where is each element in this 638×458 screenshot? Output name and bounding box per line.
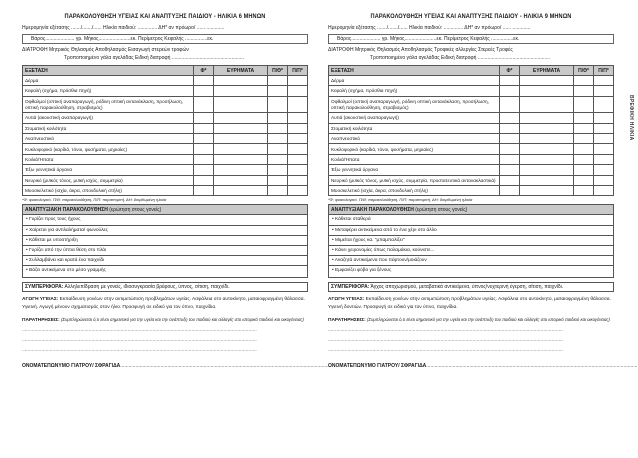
findings-cell[interactable]: [213, 76, 267, 86]
followup-cell[interactable]: [268, 144, 288, 154]
normal-cell[interactable]: [500, 154, 520, 164]
exam-label: Δέρμα: [23, 76, 194, 86]
notes-line[interactable]: .........................................................................................................................................................................: [328, 336, 563, 343]
col-followup: Π/Θ*: [574, 66, 594, 76]
col-referral: Π/Π*: [288, 66, 308, 76]
measurements-box[interactable]: Βάρος..................... γρ. Μήκος.......................εκ. Περίμετρος Κεφαλής ................εκ.: [22, 34, 308, 44]
followup-cell[interactable]: [574, 96, 594, 113]
followup-cell[interactable]: [268, 86, 288, 96]
notes: [328, 316, 614, 325]
development-item[interactable]: • Χαίρεται για αντιλαλήματα/ φωνούλες: [23, 226, 307, 236]
followup-cell[interactable]: [268, 165, 288, 175]
development-item[interactable]: • Γυρίζει από την ύπτια θέση στο πλάι: [23, 246, 307, 256]
exam-date-line[interactable]: Ημερομηνία εξέτασης ......./......./...... Ηλικία παιδιού: .............. ΔΗ* αν πρόωρο/ ...... .............: [22, 25, 225, 31]
development-item[interactable]: • Βάζει αντικείμενα στο μέσο γραμμής: [26, 268, 106, 274]
development-item[interactable]: • Αναζητά αντικείμενα που πέφτουν/μοιάζουν: [329, 256, 613, 266]
signature-line: ........................................................................................................................................................: [426, 362, 638, 369]
exam-label: Κυκλοφορικό (καρδιά, τόνοι, φυσήματα, μηριαίες): [329, 144, 500, 154]
followup-cell[interactable]: [574, 113, 594, 123]
development-item[interactable]: • Εμφανίζει φόβο για ξένους: [332, 268, 392, 274]
col-referral: Π/Π*: [594, 66, 614, 76]
health-education: [22, 296, 308, 312]
exam-label: Αυτιά (ακουστική αναπαραγωγή): [23, 113, 194, 123]
normal-cell[interactable]: [194, 113, 214, 123]
col-findings: ΕΥΡΗΜΑΤΑ: [519, 66, 573, 76]
followup-cell[interactable]: [574, 134, 594, 144]
followup-cell[interactable]: [268, 134, 288, 144]
health-education-text: Εκπαίδευση γονέων στην αντιμετώπιση προβλημάτων υγείας. Ασφάλεια στο αυτοκίνητο, ματαιοφραγμένη θάλασσα. Υγιεινή δοντιών. Προσφυγή σε ειδικό για τον ύπνο, παιχνίδια.: [328, 296, 611, 310]
findings-cell[interactable]: [213, 96, 267, 113]
referral-cell[interactable]: [594, 144, 614, 154]
normal-cell[interactable]: [500, 144, 520, 154]
development-item[interactable]: • Γυρίζει προς τους ήχους: [23, 215, 307, 225]
findings-cell[interactable]: [519, 123, 573, 133]
exam-row: [329, 134, 614, 144]
followup-cell[interactable]: [574, 144, 594, 154]
referral-cell[interactable]: [288, 96, 308, 113]
normal-cell[interactable]: [500, 134, 520, 144]
normal-cell[interactable]: [500, 86, 520, 96]
exam-row: [329, 154, 614, 164]
referral-cell[interactable]: [594, 154, 614, 164]
behavior-box[interactable]: [22, 282, 308, 292]
normal-cell[interactable]: [500, 96, 520, 113]
exam-row: [329, 175, 614, 185]
doctor-signature[interactable]: [328, 361, 638, 371]
followup-cell[interactable]: [268, 186, 288, 196]
referral-cell[interactable]: [594, 96, 614, 113]
exam-label: Μυοσκελετικό (ισχία, άκρα, σπονδυλική στήλη): [329, 186, 500, 196]
normal-cell[interactable]: [194, 134, 214, 144]
normal-cell[interactable]: [500, 123, 520, 133]
followup-cell[interactable]: [574, 165, 594, 175]
exam-row: [23, 134, 308, 144]
findings-cell[interactable]: [213, 134, 267, 144]
notes-line[interactable]: .........................................................................................................................................................................: [22, 326, 257, 333]
followup-cell[interactable]: [268, 76, 288, 86]
exam-row: [23, 96, 308, 113]
findings-cell[interactable]: [213, 123, 267, 133]
exam-row: [329, 96, 614, 113]
normal-cell[interactable]: [194, 86, 214, 96]
behavior-box[interactable]: [328, 282, 614, 292]
development-title: ΑΝΑΠΤΥΞΙΑΚΗ ΠΑΡΑΚΟΛΟΥΘΗΣΗ: [331, 207, 414, 214]
exam-label: Αναπνευστικό: [329, 134, 500, 144]
exam-row: [23, 86, 308, 96]
normal-cell[interactable]: [194, 144, 214, 154]
development-item[interactable]: • Κάθεται με υποστήριξη: [23, 236, 307, 246]
development-header: [329, 205, 613, 215]
findings-cell[interactable]: [519, 96, 573, 113]
form-6-months: [22, 10, 332, 371]
referral-cell[interactable]: [288, 165, 308, 175]
doctor-signature[interactable]: [22, 361, 332, 371]
referral-cell[interactable]: [594, 113, 614, 123]
referral-cell[interactable]: [594, 175, 614, 185]
findings-cell[interactable]: [213, 113, 267, 123]
development-item[interactable]: • Κάθεται σταθερά: [329, 215, 613, 225]
exam-row: [23, 175, 308, 185]
followup-cell[interactable]: [268, 123, 288, 133]
exam-row: [23, 113, 308, 123]
exam-label: Δέρμα: [329, 76, 500, 86]
diet-line[interactable]: ΔΙΑΤΡΟΦΗ Μητρικός Θηλασμός Αποθηλασμός Τροφικές αλλεργίες Στερεές Τροφές: [328, 47, 513, 53]
exam-table: [328, 65, 614, 196]
findings-cell[interactable]: [519, 113, 573, 123]
referral-cell[interactable]: [594, 76, 614, 86]
signature-label: ΟΝΟΜΑΤΕΠΩΝΥΜΟ ΓΙΑΤΡΟΥ/ ΣΦΡΑΓΙΔΑ: [22, 362, 121, 369]
normal-cell[interactable]: [194, 154, 214, 164]
exam-date-line[interactable]: Ημερομηνία εξέτασης ......./......./...... Ηλικία παιδιού: .............. ΔΗ* αν πρόωρο/ ...... .............: [328, 25, 531, 31]
exam-row: [329, 113, 614, 123]
exam-row: [23, 144, 308, 154]
diet-line-2[interactable]: Τροποποιημένο γάλα αγελάδας Ειδική διατροφή ....................................................: [64, 55, 245, 61]
findings-cell[interactable]: [519, 186, 573, 196]
notes: [22, 316, 308, 325]
exam-label: Έξω γεννητικά όργανα: [23, 165, 194, 175]
exam-row: [329, 186, 614, 196]
exam-row: [23, 123, 308, 133]
notes-line[interactable]: .........................................................................................................................................................................: [328, 326, 563, 333]
development-box: [328, 204, 614, 277]
page-title: ΠΑΡΑΚΟΛΟΥΘΗΣΗ ΥΓΕΙΑΣ ΚΑΙ ΑΝΑΠΤΥΞΗΣ ΠΑΙΔΙΟΥ - ΗΛΙΚΙΑ 6 ΜΗΝΩΝ: [64, 13, 266, 20]
exam-table: [22, 65, 308, 196]
referral-cell[interactable]: [594, 86, 614, 96]
exam-row: [329, 144, 614, 154]
followup-cell[interactable]: [268, 96, 288, 113]
normal-cell[interactable]: [500, 175, 520, 185]
development-box: [22, 204, 308, 277]
referral-cell[interactable]: [288, 123, 308, 133]
exam-label: Αναπνευστικό: [23, 134, 194, 144]
normal-cell[interactable]: [194, 175, 214, 185]
normal-cell[interactable]: [194, 96, 214, 113]
behavior-text: Άγχος αποχωρισμού, μεταβατικά αντικείμενα, ύπνος/νυχτερινή έγερση, σίτιση, παιχνίδι.: [369, 283, 564, 290]
health-education: [328, 296, 614, 312]
followup-cell[interactable]: [574, 154, 594, 164]
exam-label: Μυοσκελετικό (ισχία, άκρα, σπονδυλική στήλη): [23, 186, 194, 196]
col-followup: Π/Θ*: [268, 66, 288, 76]
behavior-label: ΣΥΜΠΕΡΙΦΟΡΑ:: [331, 283, 370, 290]
referral-cell[interactable]: [594, 165, 614, 175]
health-education-label: ΑΓΩΓΗ ΥΓΕΙΑΣ:: [22, 296, 59, 302]
exam-label: Οφθαλμοί (οπτική αναπαραγωγή, ρόδινη οπτική αντανάκλαση, προσήλωση, οπτική παρακολούθηση, στραβισμός): [23, 96, 194, 113]
referral-cell[interactable]: [288, 76, 308, 86]
exam-label: Νευρικό (μυϊκός τόνος, μυϊκή ισχύς, συμμετρία): [23, 175, 194, 185]
notes-hint: (Συμπληρώνεται ό,τι είναι σημαντικό για την υγεία και την ανάπτυξη του παιδιού και αλλαγές στο ιστορικό παιδιού και οικογένειας): [59, 316, 304, 322]
referral-cell[interactable]: [288, 144, 308, 154]
signature-label: ΟΝΟΜΑΤΕΠΩΝΥΜΟ ΓΙΑΤΡΟΥ/ ΣΦΡΑΓΙΔΑ: [328, 362, 427, 369]
exam-row: [23, 154, 308, 164]
health-education-label: ΑΓΩΓΗ ΥΓΕΙΑΣ:: [328, 296, 365, 302]
followup-cell[interactable]: [268, 154, 288, 164]
measurements-box[interactable]: Βάρος..................... γρ. Μήκος.......................εκ. Περίμετρος Κεφαλής ................εκ.: [328, 34, 614, 44]
notes-label: ΠΑΡΑΤΗΡΗΣΕΙΣ:: [22, 317, 60, 323]
exam-label: Στοματική κοιλότητα: [23, 123, 194, 133]
signature-line: ........................................................................................................................................................: [120, 362, 332, 369]
findings-cell[interactable]: [213, 86, 267, 96]
exam-row: [329, 165, 614, 175]
exam-label: Στοματική κοιλότητα: [329, 123, 500, 133]
notes-line[interactable]: .........................................................................................................................................................................: [22, 336, 257, 343]
behavior-text: Αλληλεπίδραση με γονείς, ιδιοσυγκρασία βρέφους, ύπνος, σίτιση, παιχνίδι.: [63, 283, 230, 290]
development-subtitle: (ερώτηση στους γονείς): [109, 207, 162, 214]
exam-label: Κυκλοφορικό (καρδιά, τόνοι, φυσήματα, μηριαίες): [23, 144, 194, 154]
normal-cell[interactable]: [500, 186, 520, 196]
findings-cell[interactable]: [213, 186, 267, 196]
development-item[interactable]: • Κάνει χειρονομίες όπως παλαμάκια, κούνιστε...: [329, 246, 613, 256]
development-item[interactable]: • Μιμείται ήχους κα. "μπαμπαλίζει": [329, 236, 613, 246]
findings-cell[interactable]: [213, 175, 267, 185]
page-title: ΠΑΡΑΚΟΛΟΥΘΗΣΗ ΥΓΕΙΑΣ ΚΑΙ ΑΝΑΠΤΥΞΗΣ ΠΑΙΔΙΟΥ - ΗΛΙΚΙΑ 9 ΜΗΝΩΝ: [370, 13, 572, 20]
findings-cell[interactable]: [213, 154, 267, 164]
normal-cell[interactable]: [500, 113, 520, 123]
col-exam: ΕΞΕΤΑΣΗ: [23, 66, 194, 76]
notes-hint: (Συμπληρώνεται ό,τι είναι σημαντικό για την υγεία και την ανάπτυξη του παιδιού και αλλαγές στο ιστορικό παιδιού και οικογένειας): [365, 316, 610, 322]
exam-label: Κοιλιά/Ήπατα: [23, 154, 194, 164]
development-item[interactable]: • Μεταφέρει αντικείμενα από το ένα χέρι στο άλλο: [329, 226, 613, 236]
development-title: ΑΝΑΠΤΥΞΙΑΚΗ ΠΑΡΑΚΟΛΟΥΘΗΣΗ: [25, 207, 108, 214]
normal-cell[interactable]: [194, 186, 214, 196]
findings-cell[interactable]: [519, 76, 573, 86]
findings-cell[interactable]: [213, 144, 267, 154]
development-header: [23, 205, 307, 215]
exam-row: [329, 123, 614, 133]
findings-cell[interactable]: [519, 175, 573, 185]
diet-line-2[interactable]: Τροποποιημένο γάλα αγελάδας Ειδική διατροφή ....................................................: [370, 55, 551, 61]
exam-label: Οφθαλμοί (οπτική αναπαραγωγή, ρόδινη οπτική αντανάκλαση, προσήλωση, οπτική παρακολούθηση, στραβισμός): [329, 96, 500, 113]
exam-row: [23, 165, 308, 175]
exam-row: [329, 86, 614, 96]
development-subtitle: (ερώτηση στους γονείς): [415, 207, 468, 214]
normal-cell[interactable]: [194, 76, 214, 86]
referral-cell[interactable]: [594, 123, 614, 133]
referral-cell[interactable]: [594, 186, 614, 196]
followup-cell[interactable]: [574, 175, 594, 185]
referral-cell[interactable]: [288, 113, 308, 123]
findings-cell[interactable]: [519, 154, 573, 164]
col-normal: Φ*: [194, 66, 214, 76]
behavior-label: ΣΥΜΠΕΡΙΦΟΡΑ:: [25, 283, 64, 290]
exam-table-header: [23, 66, 308, 76]
normal-cell[interactable]: [194, 123, 214, 133]
referral-cell[interactable]: [288, 86, 308, 96]
exam-row: [23, 186, 308, 196]
diet-line[interactable]: ΔΙΑΤΡΟΦΗ Μητρικός Θηλασμός Αποθηλασμός Εισαγωγή στερεών τροφών: [22, 47, 189, 53]
col-exam: ΕΞΕΤΑΣΗ: [329, 66, 500, 76]
col-findings: ΕΥΡΗΜΑΤΑ: [213, 66, 267, 76]
followup-cell[interactable]: [268, 175, 288, 185]
referral-cell[interactable]: [594, 134, 614, 144]
exam-label: Αυτιά (ακουστική αναπαραγωγή): [329, 113, 500, 123]
findings-cell[interactable]: [519, 165, 573, 175]
exam-row: [23, 76, 308, 86]
referral-cell[interactable]: [288, 134, 308, 144]
table-footnote: *Φ: φυσιολογικό, Π/Θ: παρακολούθηση, Π/Π: παραπομπή, ΔΗ: διορθωμένη ηλικία: [22, 197, 167, 203]
exam-label: Κοιλιά/Ήπατα: [329, 154, 500, 164]
followup-cell[interactable]: [574, 76, 594, 86]
followup-cell[interactable]: [574, 123, 594, 133]
followup-cell[interactable]: [574, 186, 594, 196]
health-education-text: Εκπαίδευση γονέων στην αντιμετώπιση προβλημάτων υγείας. Ασφάλεια στο αυτοκίνητο, ματαιοφραγμένη θάλασσα. Υγιεινή. Αγωγή μένουν σχηματισμός στον ήλιο. Προσφυγή σε ειδικό για τον ύπνο, παιχνίδια.: [22, 296, 305, 310]
referral-cell[interactable]: [288, 154, 308, 164]
referral-cell[interactable]: [288, 186, 308, 196]
development-item[interactable]: • Συλλαμβάνει και κρατά ένα παιχνίδι: [23, 256, 307, 266]
findings-cell[interactable]: [519, 86, 573, 96]
followup-cell[interactable]: [268, 113, 288, 123]
notes-line[interactable]: .........................................................................................................................................................................: [22, 346, 257, 353]
exam-label: Έξω γεννητικά όργανα: [329, 165, 500, 175]
normal-cell[interactable]: [194, 165, 214, 175]
exam-label: Νευρικό (μυϊκός τόνος, μυϊκή ισχύς, συμμετρία, προστατευτικά αντανακλαστικά): [329, 175, 500, 185]
findings-cell[interactable]: [519, 144, 573, 154]
normal-cell[interactable]: [500, 76, 520, 86]
exam-table-header: [329, 66, 614, 76]
section-side-tab: ΒΡΕΦΙΚΗ ΗΛΙΚΙΑ: [628, 95, 634, 141]
col-normal: Φ*: [500, 66, 520, 76]
notes-label: ΠΑΡΑΤΗΡΗΣΕΙΣ:: [328, 317, 366, 323]
notes-line[interactable]: .........................................................................................................................................................................: [328, 346, 563, 353]
exam-label: Κεφαλή (σχήμα, πρόσθια πηγή): [329, 86, 500, 96]
findings-cell[interactable]: [213, 165, 267, 175]
findings-cell[interactable]: [519, 134, 573, 144]
table-footnote: *Φ: φυσιολογικό, Π/Θ: παρακολούθηση, Π/Π: παραπομπή, ΔΗ: διορθωμένη ηλικία: [328, 197, 473, 203]
followup-cell[interactable]: [574, 86, 594, 96]
normal-cell[interactable]: [500, 165, 520, 175]
exam-label: Κεφαλή (σχήμα, πρόσθια πηγή): [23, 86, 194, 96]
exam-row: [329, 76, 614, 86]
referral-cell[interactable]: [288, 175, 308, 185]
